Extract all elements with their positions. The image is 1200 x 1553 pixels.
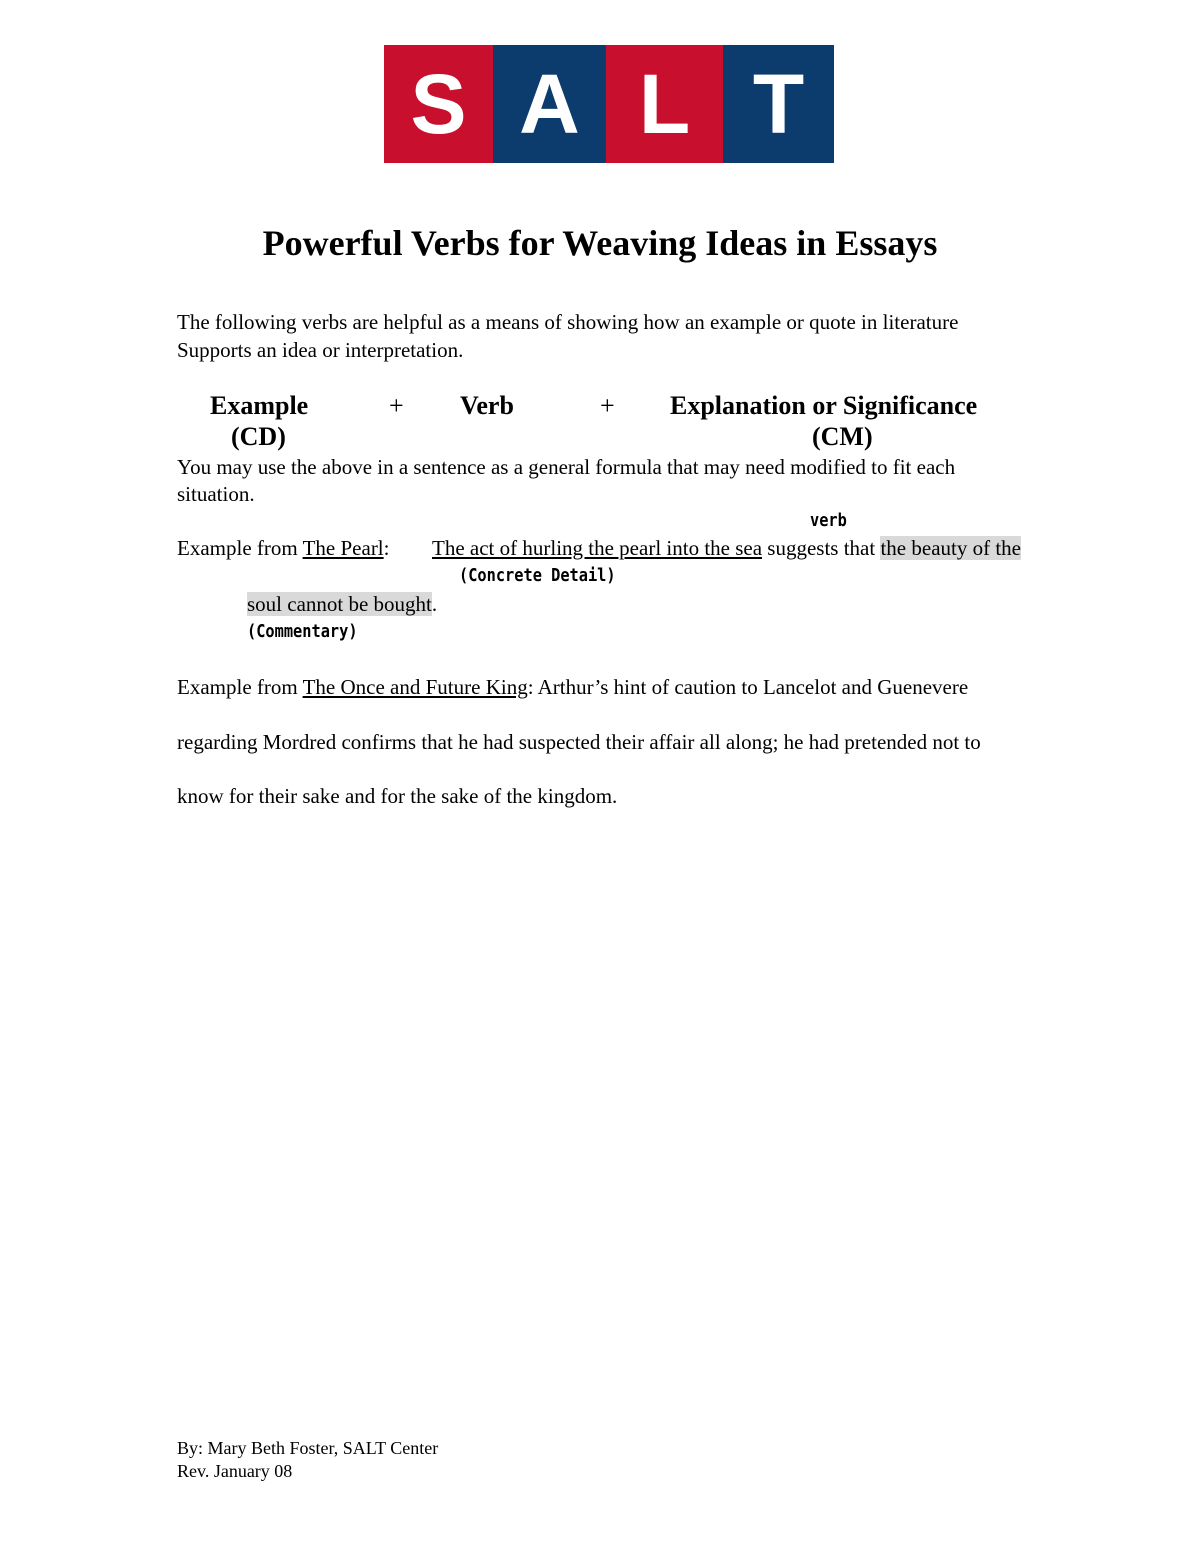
example-king-line-3: know for their sake and for the sake of the kingdom. [177, 784, 618, 808]
example-pearl-sentence [432, 536, 1021, 561]
example-king-line-1 [177, 675, 968, 700]
verb-text: suggests that [762, 536, 881, 560]
example-period: . [431, 592, 438, 616]
book-title-pearl: The Pearl [302, 536, 384, 560]
logo-letter-t: T [723, 45, 834, 163]
verb-tag: verb [810, 510, 847, 531]
usage-line-2: situation. [177, 482, 255, 506]
example-king-rest: : Arthur’s hint of caution to Lancelot and Guenevere [527, 675, 969, 699]
formula-cm: (CM) [812, 422, 873, 451]
logo-letter-a: A [493, 45, 606, 163]
concrete-detail-tag: (Concrete Detail) [459, 565, 616, 586]
example-prefix-2: Example from [177, 675, 303, 699]
formula-verb: Verb [460, 391, 514, 420]
example-pearl-line-1 [177, 536, 389, 561]
formula-plus-1: + [389, 391, 404, 420]
concrete-detail-text: The act of hurling the pearl into the sea [432, 536, 763, 560]
example-prefix: Example from [177, 536, 303, 560]
intro-line-2: Supports an idea or interpretation. [177, 338, 464, 362]
page-title: Powerful Verbs for Weaving Ideas in Essays [262, 223, 938, 263]
formula-plus-2: + [600, 391, 615, 420]
formula-cd: (CD) [231, 422, 286, 451]
commentary-text-1: the beauty of the [880, 536, 1021, 560]
footer-revision: Rev. January 08 [177, 1461, 293, 1481]
commentary-text-2: soul cannot be bought [247, 592, 432, 616]
usage-line-1: You may use the above in a sentence as a general formula that may need modified to fit each [177, 455, 956, 479]
logo-letter-l: L [606, 45, 723, 163]
intro-line-1: The following verbs are helpful as a means of showing how an example or quote in literature [177, 310, 959, 334]
logo-letter-s: S [384, 45, 493, 163]
formula-example: Example [210, 391, 309, 420]
formula-explanation: Explanation or Significance [670, 391, 978, 420]
salt-logo [384, 45, 834, 163]
book-title-king: The Once and Future King [302, 675, 528, 699]
commentary-tag: (Commentary) [247, 621, 358, 642]
example-colon: : [383, 536, 390, 560]
example-king-line-2: regarding Mordred confirms that he had suspected their affair all along; he had pretended not to [177, 730, 981, 754]
footer-author: By: Mary Beth Foster, SALT Center [177, 1438, 439, 1458]
example-pearl-line-2 [247, 592, 437, 617]
